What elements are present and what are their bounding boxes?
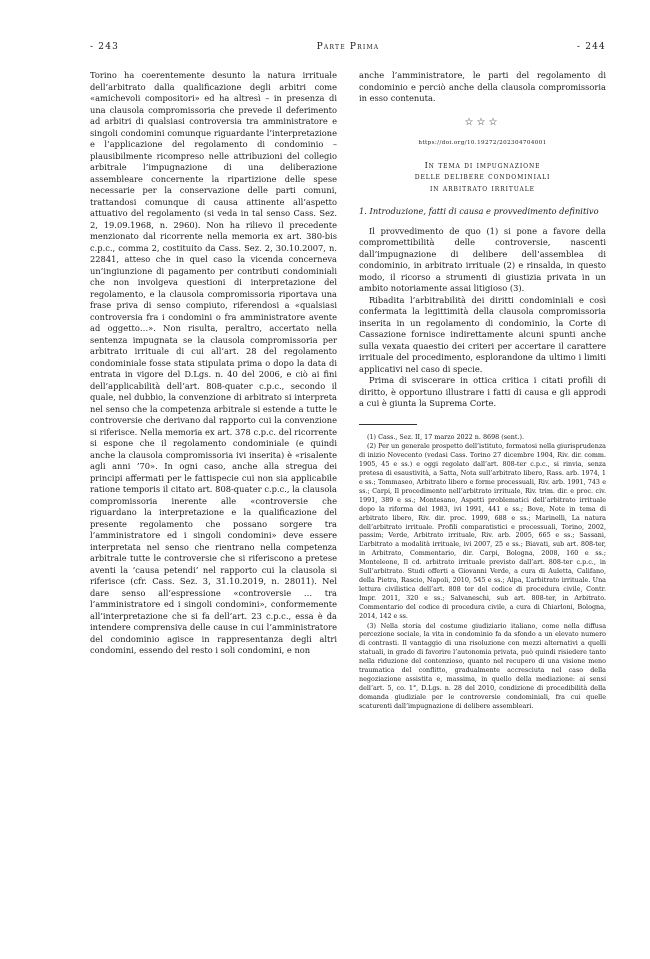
section-heading: 1. Introduzione, fatti di causa e provvedimento definitivo	[359, 206, 599, 216]
footnote-rule	[359, 424, 417, 425]
right-column	[359, 70, 606, 712]
section-separator-stars: ☆☆☆	[464, 116, 501, 128]
page-number-right: - 244	[576, 42, 606, 52]
continuation-text: anche l’amministratore, le parti del regolamento di condominio e perciò anche della clausola compromissoria in esso contenuta.	[359, 70, 606, 103]
doi-link[interactable]: https://doi.org/10.19272/202304704001	[418, 140, 547, 146]
footnote: (2) Per un generale prospetto dell’istituto, formatosi nella giurisprudenza di inizio Novecento (vedasi Cass. Torino 27 dicembre 1904, Riv. dir. comm. 1905, 45 e ss.) e oggi regolato dall’art. 808-ter c.p.c., si rinvia, senza pretesa di esaustività, a Satta, Nota sull’arbitrato libero, Rass. arb. 1974, 1 e ss.; Tommaseo, Arbitrato libero e forme processuali, Riv. arb. 1991, 743 e ss.; Carpi, Il procedimento nell’arbitrato irrituale, Riv. trim. dir. e proc. civ. 1991, 389 e ss.; Montesano, Aspetti problematici dell’arbitrato irrituale dopo la riforma del 1983, ivi 1991, 441 e ss.; Bove, Note in tema di arbitrato libero, Riv. dir. proc. 1999, 688 e ss.; Marinelli, La natura dell’arbitrato irrituale. Profili comparatistici e processuali, Torino, 2002, passim; Verde, Arbitrato irrituale, Riv. arb. 2005, 665 e ss.; Sassani, L’arbitrato a modalità irrituale, ivi 2007, 25 e ss.; Biavati, sub art. 808-ter, in Arbitrato, Commentario, dir. Carpi, Bologna, 2008, 160 e ss.; Monteleone, Il cd. arbitrato irrituale previsto dall’art. 808-ter c.p.c., in Sull’arbitrato. Studi offerti a Giovanni Verde, a cura di Auletta, Califano, della Pietra, Rascio, Napoli, 2010, 545 e ss.; Alpa, L’arbitrato irrituale. Una lettura civilistica dell’art. 808 ter del codice di procedura civile, Contr. Impr. 2011, 320 e ss.; Salvaneschi, sub art. 808-ter, in Arbitrato. Commentario del codice di procedura civile, a cura di Chiarloni, Bologna, 2014, 142 e ss.	[359, 442, 606, 620]
footnotes	[359, 433, 606, 711]
page-number-left: - 243	[90, 42, 120, 52]
left-column	[90, 70, 337, 657]
footnote: (1) Cass., Sez. II, 17 marzo 2022 n. 8698 (sent.).	[367, 432, 525, 441]
running-header	[90, 42, 606, 56]
body-paragraph: Prima di sviscerare in ottica critica i citati profili di diritto, è opportuno illustrare i fatti di causa e gli approdi a cui è giunta la Suprema Corte.	[359, 375, 606, 408]
body-paragraph: Ribadita l’arbitrabilità dei diritti condominiali e così confermata la legittimità della clausola compromissoria inserita in un regolamento di condominio, la Corte di Cassazione fornisce indirettamente alcuni spunti anche sulla vexata quaestio dei criteri per accertare il carattere irrituale del procedimento, esplorandone da ultimo i limiti applicativi nel caso di specie.	[359, 294, 606, 374]
footnote: (3) Nella storia del costume giudiziario italiano, come nella diffusa percezione sociale, la vita in condominio fa da sfondo a un elevato numero di contrasti. Il vantaggio di una risoluzione con mezzi alternativi a quelli statuali, in grado di favorire l’autonomia privata, può quindi risiedere tanto nella riduzione del contenzioso, quanto nel recupero di una visione meno traumatica del conflitto, gradualmente accresciuta nel caso della negoziazione assistita e, massima, in quello della mediazione: ai sensi dell’art. 5, co. 1°, D.Lgs. n. 28 del 2010, condizione di procedibilità della domanda giudiziale per le controversie condominiali, fra cui quelle scaturenti dall’impugnazione di delibere assembleari.	[359, 621, 606, 710]
article-title-line: In tema di impugnazione	[424, 160, 541, 170]
body-paragraph: Il provvedimento de quo (1) si pone a favore della compromettibilità delle controversie, nascenti dall’impugnazione di delibere dell’assemblea di condominio, in arbitrato irrituale (2) e rinsalda, in questo modo, il ricorso a strumenti di giustizia privata in un ambito notoriamente assai litigioso (3).	[359, 225, 606, 293]
article-title-line: delle delibere condominiali	[414, 172, 551, 181]
running-title: Parte Prima	[316, 42, 380, 52]
article-title	[359, 160, 606, 195]
article-title-line: in arbitrato irrituale	[430, 183, 535, 193]
left-column-text: Torino ha coerentemente desunto la natura irrituale dell’arbitrato dalla qualificazione degli arbitri come «amichevoli compositori» ed ha altresì – in presenza di una clausola compromissoria che prevede il deferimento ad arbitri di qualsiasi controversia tra amministratore e singoli condomini comunque riguardante l’interpretazione e l’applicazione del regolamento di condominio – plausibilmente ricompreso nelle attribuzioni del collegio arbitrale l’impugnazione di una deliberazione assembleare concernente la ripartizione delle spese necessarie per la conservazione delle parti comuni, trattandosi comunque di causa attinente all’aspetto attuativo del regolamento (si veda in tal senso Cass. Sez. 2, 19.09.1968, n. 2960). Non ha rilievo il precedente menzionato dal ricorrente nella memoria ex art. 380-bis c.p.c., comma 2, costituito da Cass. Sez. 2, 30.10.2007, n. 22841, atteso che in quel caso la vicenda concerneva un’ingiunzione di pagamento per contributi condominiali che non involgeva questioni di interpretazione del regolamento, e la clausola compromissoria riportava una frase priva di senso compiuto, riferendosi a «qualsiasi controversia fra i condomini o fra amministratore avente ad oggetto…». Non risulta, peraltro, accertato nella sentenza impugnata se la clausola compromissoria per arbitrato irrituale di cui all’art. 28 del regolamento condominiale fosse stata stipulata prima o dopo la data di entrata in vigore del D.Lgs. n. 40 del 2006, e ciò ai fini dell’applicabilità dell’art. 808-quater c.p.c., secondo il quale, nel dubbio, la convenzione di arbitrato si interpreta nel senso che la competenza arbitrale si estende a tutte le controversie che derivano dal rapporto cui la convenzione si riferisce. Nella memoria ex art. 378 c.p.c. del ricorrente si espone che il regolamento condominiale (e quindi anche la clausola compromissoria ivi inserita) è «risalente agli anni ’70». In ogni caso, anche alla stregua dei principi affermati per le fattispecie cui non sia applicabile ratione temporis il citato art. 808-quater c.p.c., la clausola compromissoria inerente alle «controversie che riguardano la interpretazione e la qualificazione del presente regolamento che possano sorgere tra l’amministratore ed i singoli condomini» deve essere interpretata nel senso che rientrano nella competenza arbitrale tutte le controversie che si riferiscono a pretese aventi la ‘causa petendi’ nel rapporto cui la clausola si riferisce (cfr. Cass. Sez. 3, 31.10.2019, n. 28011). Nel dare senso all’espressione «controversie … tra l’amministratore ed i singoli condomini», conformemente all’interpretazione che si fa dell’art. 23 c.p.c., essa è da intendere comprensiva delle cause in cui l’amministratore del condominio agisce in rappresentanza degli altri condomini, essendo del resto i soli condomini, e non	[90, 70, 337, 655]
